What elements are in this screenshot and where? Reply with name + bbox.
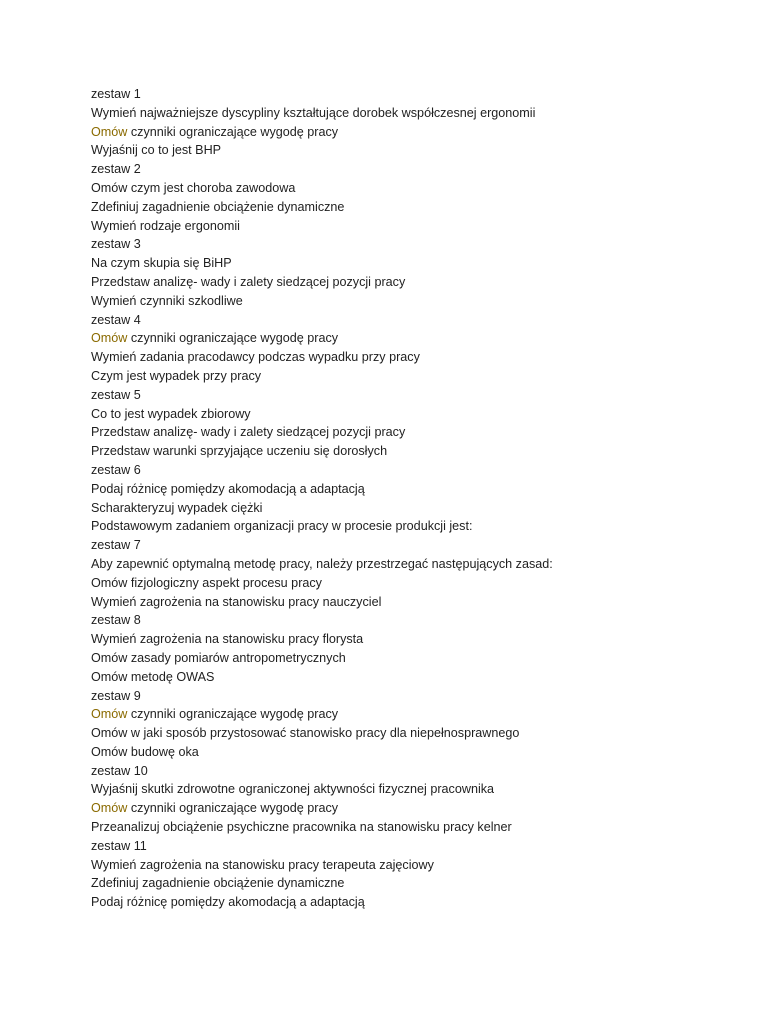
set-heading [91, 837, 751, 856]
question-line [91, 348, 751, 367]
question-line [91, 893, 751, 912]
question-line [91, 423, 751, 442]
line-text: Aby zapewnić optymalną metodę pracy, należy przestrzegać następujących zasad: [91, 556, 553, 571]
line-text: Wymień najważniejsze dyscypliny kształtujące dorobek współczesnej ergonomii [91, 105, 536, 120]
line-text: Wymień zadania pracodawcy podczas wypadku przy pracy [91, 350, 420, 365]
question-line [91, 367, 751, 386]
question-line [91, 799, 751, 818]
line-text: Omów w jaki sposób przystosować stanowisko pracy dla niepełnosprawnego [91, 726, 520, 741]
set-heading [91, 762, 751, 781]
line-text: zestaw 5 [91, 387, 141, 402]
line-text: Czym jest wypadek przy pracy [91, 368, 262, 383]
question-list [91, 85, 751, 912]
line-text: Wymień zagrożenia na stanowisku pracy terapeuta zajęciowy [91, 857, 434, 872]
line-text: Omów fizjologiczny aspekt procesu pracy [91, 575, 322, 590]
set-heading [91, 461, 751, 480]
line-text: Wymień rodzaje ergonomii [91, 218, 240, 233]
line-text: zestaw 3 [91, 237, 141, 252]
question-line [91, 141, 751, 160]
highlighted-word: Omów [91, 707, 128, 722]
line-text: Wyjaśnij co to jest BHP [91, 143, 222, 158]
question-line [91, 480, 751, 499]
line-text: Podaj różnicę pomiędzy akomodacją a adaptacją [91, 481, 365, 496]
line-text: Omów zasady pomiarów antropometrycznych [91, 650, 346, 665]
line-text: zestaw 4 [91, 312, 141, 327]
line-text: Wymień zagrożenia na stanowisku pracy nauczyciel [91, 594, 382, 609]
line-text: czynniki ograniczające wygodę pracy [127, 707, 339, 722]
line-text: Przedstaw analizę- wady i zalety siedzącej pozycji pracy [91, 274, 406, 289]
question-line [91, 555, 751, 574]
line-text: zestaw 2 [91, 162, 141, 177]
set-heading [91, 536, 751, 555]
set-heading [91, 85, 751, 104]
question-line [91, 574, 751, 593]
question-line [91, 668, 751, 687]
question-line [91, 329, 751, 348]
line-text: czynniki ograniczające wygodę pracy [127, 801, 339, 816]
question-line [91, 442, 751, 461]
line-text: Zdefiniuj zagadnienie obciążenie dynamiczne [91, 199, 345, 214]
question-line [91, 123, 751, 142]
line-text: Co to jest wypadek zbiorowy [91, 406, 251, 421]
question-line [91, 649, 751, 668]
line-text: Przedstaw warunki sprzyjające uczeniu się dorosłych [91, 444, 388, 459]
question-line [91, 724, 751, 743]
line-text: Przeanalizuj obciążenie psychiczne pracownika na stanowisku pracy kelner [91, 820, 512, 835]
set-heading [91, 311, 751, 330]
set-heading [91, 386, 751, 405]
line-text: Wyjaśnij skutki zdrowotne ograniczonej aktywności fizycznej pracownika [91, 782, 495, 797]
line-text: zestaw 9 [91, 688, 141, 703]
question-line [91, 856, 751, 875]
question-line [91, 292, 751, 311]
line-text: zestaw 11 [91, 838, 147, 853]
line-text: Podstawowym zadaniem organizacji pracy w procesie produkcji jest: [91, 519, 473, 534]
question-line [91, 517, 751, 536]
set-heading [91, 160, 751, 179]
line-text: Wymień zagrożenia na stanowisku pracy florysta [91, 632, 364, 647]
line-text: Podaj różnicę pomiędzy akomodacją a adaptacją [91, 895, 365, 910]
line-text: Przedstaw analizę- wady i zalety siedzącej pozycji pracy [91, 425, 406, 440]
highlighted-word: Omów [91, 331, 128, 346]
question-line [91, 499, 751, 518]
line-text: Omów budowę oka [91, 744, 199, 759]
question-line [91, 630, 751, 649]
question-line [91, 780, 751, 799]
line-text: Wymień czynniki szkodliwe [91, 293, 243, 308]
question-line [91, 818, 751, 837]
question-line [91, 743, 751, 762]
line-text: zestaw 6 [91, 462, 141, 477]
question-line [91, 179, 751, 198]
question-line [91, 217, 751, 236]
set-heading [91, 235, 751, 254]
line-text: zestaw 10 [91, 763, 148, 778]
line-text: czynniki ograniczające wygodę pracy [127, 331, 339, 346]
line-text: Scharakteryzuj wypadek ciężki [91, 500, 263, 515]
set-heading [91, 687, 751, 706]
line-text: zestaw 7 [91, 538, 141, 553]
question-line [91, 593, 751, 612]
question-line [91, 198, 751, 217]
question-line [91, 254, 751, 273]
question-line [91, 705, 751, 724]
line-text: Zdefiniuj zagadnienie obciążenie dynamiczne [91, 876, 345, 891]
line-text: Omów metodę OWAS [91, 669, 215, 684]
line-text: zestaw 1 [91, 87, 141, 101]
line-text: zestaw 8 [91, 613, 141, 628]
set-heading [91, 611, 751, 630]
highlighted-word: Omów [91, 801, 128, 816]
question-line [91, 405, 751, 424]
question-line [91, 273, 751, 292]
question-line [91, 104, 751, 123]
line-text: czynniki ograniczające wygodę pracy [127, 124, 339, 139]
line-text: Omów czym jest choroba zawodowa [91, 180, 296, 195]
highlighted-word: Omów [91, 124, 128, 139]
question-line [91, 874, 751, 893]
line-text: Na czym skupia się BiHP [91, 256, 232, 271]
